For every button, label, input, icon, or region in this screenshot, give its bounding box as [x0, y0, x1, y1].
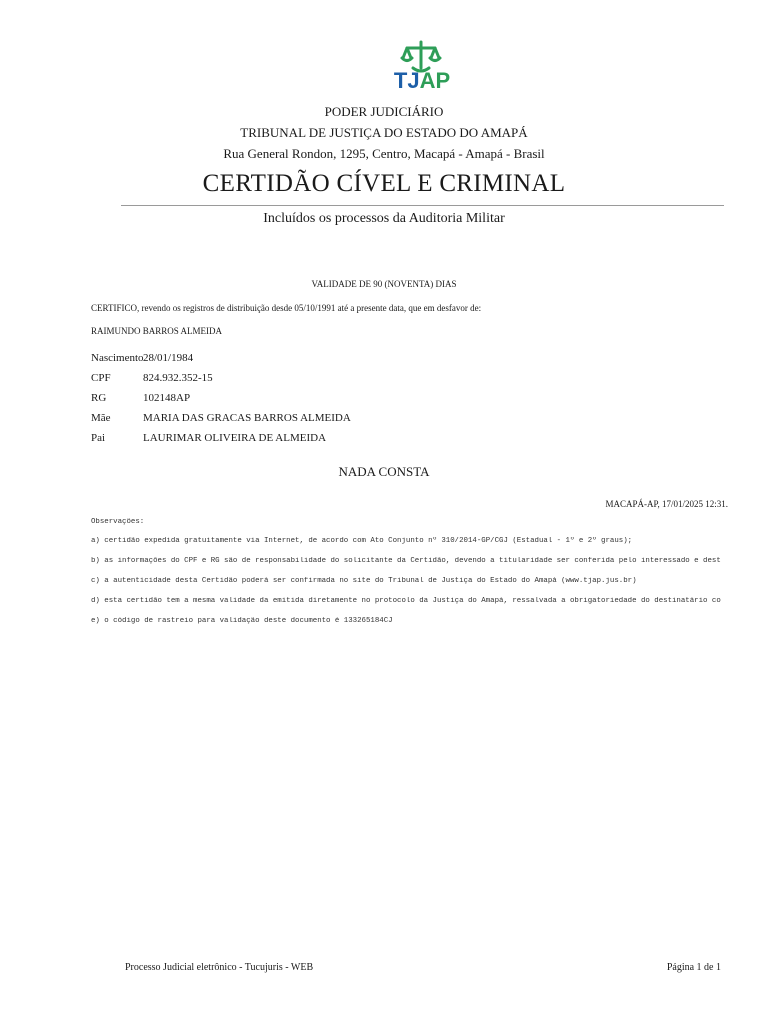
page-number: Página 1 de 1 — [666, 962, 721, 973]
place-date: MACAPÁ-AP, 17/01/2025 12:31. — [605, 499, 728, 509]
person-name: RAIMUNDO BARROS ALMEIDA — [91, 326, 223, 336]
field-value-cpf: 824.932.352-15 — [143, 372, 213, 384]
field-value-rg: 102148AP — [143, 392, 191, 404]
field-value-pai: LAURIMAR OLIVEIRA DE ALMEIDA — [143, 432, 327, 444]
field-label-nascimento: Nascimento — [91, 352, 144, 364]
field-label-mae: Mãe — [91, 412, 111, 424]
certifico-text: CERTIFICO, revendo os registros de distribuição desde 05/10/1991 até a presente data, que em desfavor de: — [91, 303, 482, 313]
observation-item: c) a autenticidade desta Certidão poderá ser confirmada no site do Tribunal de Justiça do Estado do Amapá (www.tjap.jus.br) — [91, 577, 637, 585]
result-status: NADA CONSTA — [338, 464, 430, 479]
tjap-logo — [385, 38, 457, 98]
field-value-nascimento: 28/01/1984 — [143, 352, 194, 364]
validity-notice: VALIDADE DE 90 (NOVENTA) DIAS — [311, 279, 457, 289]
header-address: Rua General Rondon, 1295, Centro, Macapá - Amapá - Brasil — [223, 146, 545, 161]
header-line-1: PODER JUDICIÁRIO — [324, 104, 444, 119]
observation-item: b) as informações do CPF e RG são de responsabilidade do solicitante da Certidão, devendo a titularidade ser conferida pelo interessado e dest — [91, 557, 721, 565]
document-title: CERTIDÃO CÍVEL E CRIMINAL — [202, 170, 566, 197]
footer-system-name: Processo Judicial eletrônico - Tucujuris - WEB — [125, 962, 314, 973]
field-label-pai: Pai — [91, 432, 106, 444]
document-subtitle: Incluídos os processos da Auditoria Militar — [263, 211, 505, 226]
header-line-2: TRIBUNAL DE JUSTIÇA DO ESTADO DO AMAPÁ — [240, 125, 528, 140]
observation-item: e) o código de rastreio para validação deste documento é 133265184CJ — [91, 617, 393, 625]
observations-heading: Observações: — [91, 518, 145, 526]
title-divider — [121, 205, 724, 206]
logo-text: TJAP — [393, 68, 451, 93]
field-value-mae: MARIA DAS GRACAS BARROS ALMEIDA — [143, 412, 351, 424]
observation-item: d) esta certidão tem a mesma validade da emitida diretamente no protocolo da Justiça do Amapá, ressalvada a obrigatoriedade do destinatário co — [91, 597, 721, 605]
field-label-rg: RG — [91, 392, 107, 404]
observation-item: a) certidão expedida gratuitamente via Internet, de acordo com Ato Conjunto nº 310/2014-GP/CGJ (Estadual - 1º e 2º graus); — [91, 537, 633, 545]
field-label-cpf: CPF — [91, 372, 111, 384]
